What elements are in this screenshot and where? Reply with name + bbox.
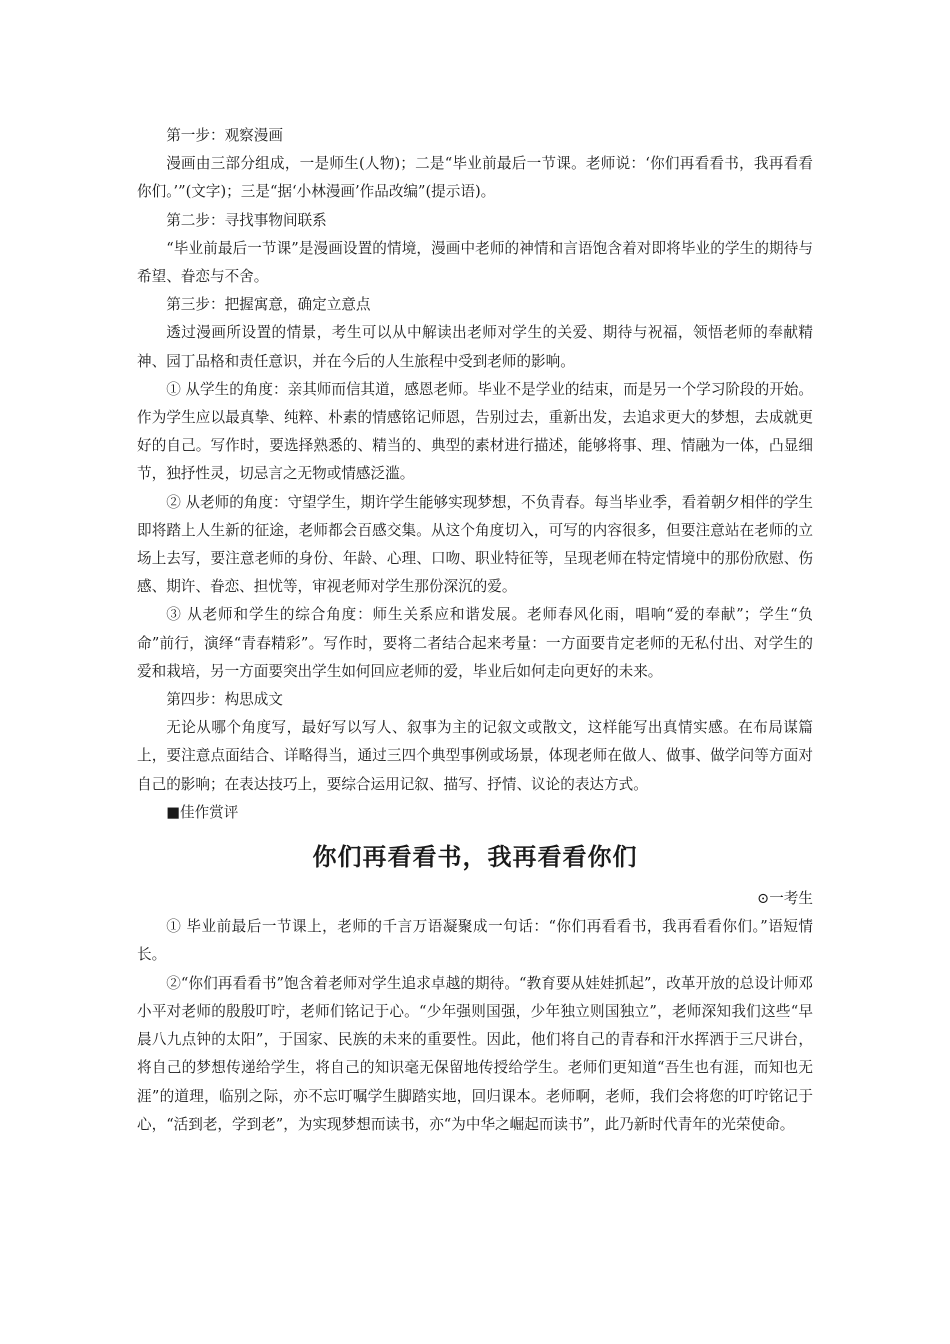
step2-text: “毕业前最后一节课”是漫画设置的情境，漫画中老师的神情和言语饱含着对即将毕业的学生的期待与希望、眷恋与不舍。: [137, 239, 813, 286]
essay-author: ⊙一考生: [756, 890, 813, 908]
angle-teacher: ② 从老师的角度：守望学生，期许学生能够实现梦想，不负青春。每当毕业季，看着朝夕相伴的学生即将踏上人生新的征途，老师都会百感交集。从这个角度切入，可写的内容很多，但要注意站在老师的立场上去写，要注意老师的身份、年龄、心理、口吻、职业特征等，呈现老师在特定情境中的那份欣慰、伤感、期许、眷恋、担忧等，审视老师对学生那份深沉的爱。: [137, 493, 813, 596]
essay-title: 你们再看看书，我再看看你们: [312, 842, 638, 872]
angle-student: ① 从学生的角度：亲其师而信其道，感恩老师。毕业不是学业的结束，而是另一个学习阶段的开始。作为学生应以最真挚、纯粹、朴素的情感铭记师恩，告别过去，重新出发，去追求更大的梦想，去成就更好的自己。写作时，要选择熟悉的、精当的、典型的素材进行描述，能够将事、理、情融为一体，凸显细节，独抒性灵，切忌言之无物或情感泛滥。: [137, 380, 813, 483]
step3-text: 透过漫画所设置的情景，考生可以从中解读出老师对学生的关爱、期待与祝福，领悟老师的奉献精神、园丁品格和责任意识，并在今后的人生旅程中受到老师的影响。: [137, 324, 813, 370]
angle-combined: ③ 从老师和学生的综合角度：师生关系应和谐发展。老师春风化雨，唱响“爱的奉献”；学生“负命”前行，演绎“青春精彩”。写作时，要将二者结合起来考量：一方面要肯定老师的无私付出、对学生的爱和栽培，另一方面要突出学生如何回应老师的爱，毕业后如何走向更好的未来。: [137, 606, 813, 680]
step4-text: 无论从哪个角度写，最好写以写人、叙事为主的记叙文或散文，这样能写出真情实感。在布局谋篇上，要注意点面结合、详略得当，通过三四个典型事例或场景，体现老师在做人、做事、做学问等方面对自己的影响；在表达技巧上，要综合运用记叙、描写、抒情、议论的表达方式。: [137, 719, 813, 793]
step2-heading: 第二步：寻找事物间联系: [166, 211, 327, 229]
step3-heading: 第三步：把握寓意，确定立意点: [166, 296, 371, 314]
step1-text: 漫画由三部分组成，一是师生(人物)；二是“毕业前最后一节课。老师说：‘你们再看看书，我再看看你们。’”(文字)；三是“据‘小林漫画’作品改编”(提示语)。: [137, 155, 813, 201]
review-section-label: ■佳作赏评: [166, 803, 239, 821]
step1-heading: 第一步：观察漫画: [166, 127, 283, 144]
essay-paragraph-1: ① 毕业前最后一节课上，老师的千言万语凝聚成一句话：“你们再看看书，我再看看你们。”语短情长。: [137, 918, 813, 964]
document-page: [137, 122, 813, 1139]
essay-paragraph-2: ②“你们再看看书”饱含着老师对学生追求卓越的期待。“教育要从娃娃抓起”，改革开放的总设计师邓小平对老师的殷殷叮咛，老师们铭记于心。“少年强则国强，少年独立则国独立”，老师深知我们这些“早晨八九点钟的太阳”，于国家、民族的未来的重要性。因此，他们将自己的青春和汗水挥洒于三尺讲台，将自己的梦想传递给学生，将自己的知识毫无保留地传授给学生。老师们更知道“吾生也有涯，而知也无涯”的道理，临别之际，亦不忘叮嘱学生脚踏实地，回归课本。老师啊，老师，我们会将您的叮咛铭记于心，“活到老，学到老”，为实现梦想而读书，亦“为中华之崛起而读书”，此乃新时代青年的光荣使命。: [137, 974, 813, 1133]
step4-heading: 第四步：构思成文: [166, 691, 283, 709]
